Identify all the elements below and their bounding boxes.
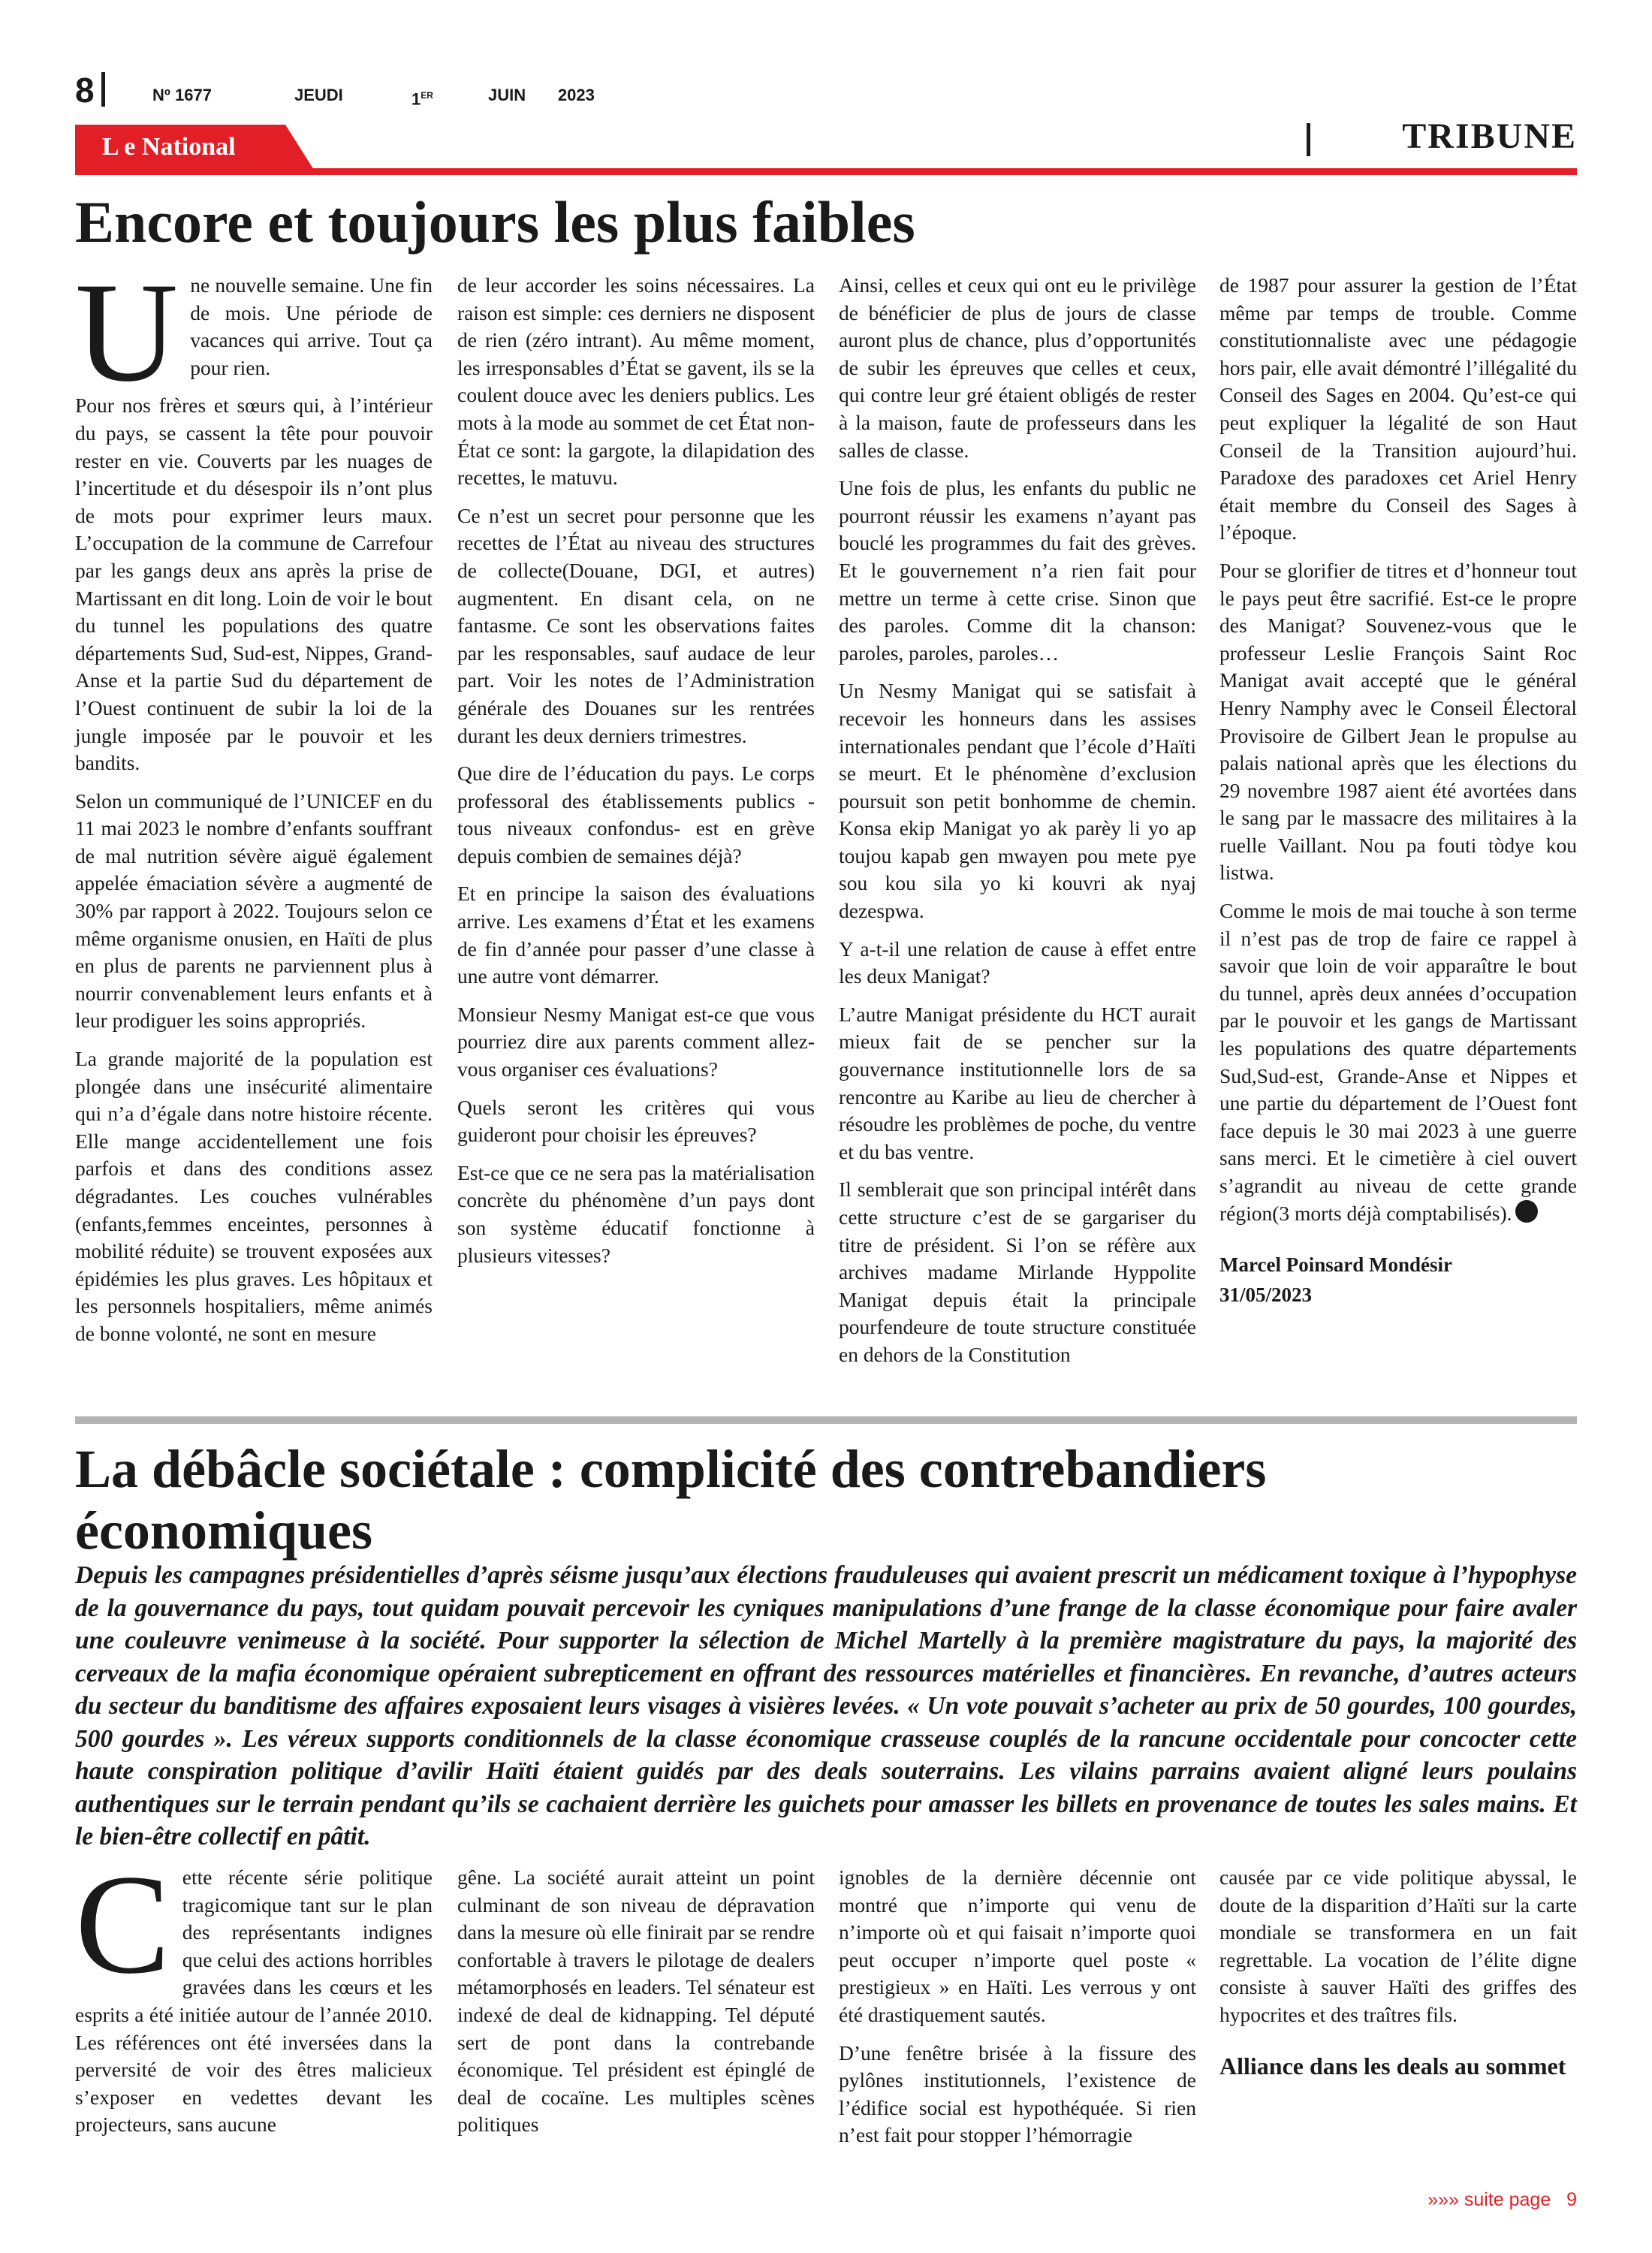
paragraph	[1219, 897, 1577, 1227]
issue-number: Nº 1677	[152, 86, 212, 104]
author-signature	[1219, 1250, 1577, 1310]
paragraph: Ainsi, celles et ceux qui ont eu le privilège de bénéficier de plus de jours de classe auront plus de chance, plus d’opportunités de subir les épreuves que celles et ceux, qui contre leur gré étaient obligés de rester à la maison, faute de professeurs dans les salles de classe.	[839, 273, 1196, 462]
issue-date	[411, 86, 433, 109]
subheading: Alliance dans les deals au sommet	[1219, 2052, 1566, 2080]
author-name: Marcel Poinsard Mondésir	[1219, 1253, 1452, 1277]
paragraph: Y a-t-il une relation de cause à effet entre les deux Manigat?	[839, 936, 1196, 988]
continue-page: 9	[1566, 2189, 1577, 2210]
continue-arrows-icon: »»»	[1427, 2189, 1459, 2210]
intro-paragraph	[75, 254, 433, 412]
article-column-1	[75, 1846, 433, 2172]
article-title: Encore et toujours les plus faibles	[75, 189, 915, 255]
paragraph: Quels seront les critères qui vous guideront pour choisir les épreuves?	[457, 1095, 815, 1147]
drop-cap: U	[75, 254, 179, 412]
article-date: 31/05/2023	[1219, 1283, 1313, 1307]
issue-month	[488, 86, 595, 105]
continued-link[interactable]	[1427, 2188, 1577, 2211]
article-lead: Depuis les campagnes présidentielles d’après séisme jusqu’aux élections frauduleuses qui avaient prescrit un médicament toxique à l’hypophyse de la gouvernance du pays, tout quidam pouvait percevoir les cyniques manipulations d’une frange de la classe économique pour faire avaler une couleuvre venimeuse à la société. Pour supporter la sélection de Michel Martelly à la première magistrature du pays, la majorité des cerveaux de la mafia économique opéraient subrepticement en offrant des ressources matérielles et financières. En revanche, d’autres acteurs du secteur du banditisme des affaires exposaient leurs visages à visières levées. « Un vote pouvait s’acheter au prix de 50 gourdes, 100 gourdes, 500 gourdes ». Les véreux supports conditionnels de la classe économique crasseuse couplés de la rancune occidentale pour concocter cette haute conspiration politique d’avilir Haïti étaient guidés par des deals souterrains. Les vilains parrains avaient aligné leurs poulains authentiques sur le terrain pendant qu’ils se cachaient derrière les guichets pour amasser les billets en provenance de toutes les sales mains. Et le bien-être collectif en pâtit.	[75, 1561, 1577, 1850]
paragraph: gêne. La société aurait atteint un point culminant de son niveau de dépravation dans la mesure où elle finirait par se rendre confortable à travers le pilotage de dealers métamorphosés en leaders. Tel sénateur est indexé de deal de kidnapping. Tel député sert de pont dans la contrebande économique. Tel président est épinglé de deal de cocaïne. Les multiples scènes politiques	[457, 1865, 815, 2137]
article-column-4	[1219, 272, 1577, 1406]
month: JUIN	[488, 86, 526, 104]
section-name: TRIBUNE	[1402, 116, 1577, 156]
issue-day: JEUDI	[294, 86, 343, 104]
paragraph: Ce n’est un secret pour personne que les recettes de l’État au niveau des structures de collecte(Douane, DGI, et autres) augmentent. En disant cela, on ne fantasme. Ce sont les observations faites par les responsables, sauf audace de leur part. Voir les notes de l’Administration générale des Douanes sur les rentrées durant les deux derniers trimestres.	[457, 503, 815, 747]
section-divider	[1307, 123, 1310, 156]
paragraph: Et en principe la saison des évaluations arrive. Les examens d’État et les examens de fin d’année pour passer d’une classe à une autre vont démarrer.	[457, 882, 815, 988]
article-column-2	[457, 272, 815, 1406]
article-title: La débâcle sociétale : complicité des contrebandiers économiques	[75, 1439, 1267, 1561]
paragraph: causée par ce vide politique abyssal, le doute de la disparition d’Haïti sur la carte mondiale se transformera en un fait regrettable. La vocation de l’élite digne consiste à sauver Haïti des griffes des hypocrites et des traîtres fils.	[1219, 1865, 1577, 2026]
article-column-1	[75, 254, 433, 1406]
intro-text: ette récente série politique tragicomique tant sur le plan des représentants indignes que celui des actions horribles gravées dans les cœurs et les esprits a été initiée autour de l’année 2010. Les références ont été inversées dans la perversité de voir des êtres malicieux s’exposer en vedettes devant les projecteurs, sans aucune	[75, 1865, 433, 2137]
article-column-3	[839, 272, 1196, 1406]
paragraph: de 1987 pour assurer la gestion de l’État même par temps de trouble. Comme constitutionnaliste avec une pédagogie hors pair, elle avait démontré l’illégalité du Conseil des Sages en 2004. Qu’est-ce qui peut expliquer la légalité de son Haut Conseil de la Transition aujourd’hui. Paradoxe des paradoxes cet Ariel Henry était membre du Conseil des Sages à l’époque.	[1219, 273, 1577, 544]
paragraph: Pour se glorifier de titres et d’honneur tout le pays peut être sacrifié. Est-ce le propre des Manigat? Souvenez-vous que le professeur Leslie François Saint Roc Manigat avait accepté que le général Henry Namphy avec le Conseil Électoral Provisoire de Gilbert Jean le propulse au palais national après que les élections du 29 novembre 1987 aient été avortées dans le sang par le massacre des militaires à la ruelle Vaillant. Nou pa fouti tòdye kou listwa.	[1219, 558, 1577, 885]
brand-logo: L e National	[102, 133, 236, 161]
paragraph: Selon un communiqué de l’UNICEF en du 11 mai 2023 le nombre d’enfants souffrant de mal nutrition sévère aiguë également appelée émaciation sévère a augmenté de 30% par rapport à 2022. Toujours selon ce même organisme onusien, en Haïti de plus en plus de parents ne parviennent plus à nourrir convenablement leurs enfants et à leur prodiguer les soins appropriés.	[75, 789, 433, 1033]
intro-paragraph	[75, 1846, 433, 2139]
article-column-4	[1219, 1864, 1577, 2172]
paragraph: Est-ce que ce ne sera pas la matérialisation concrète du phénomène d’un pays dont son système éducatif fonctionne à plusieurs vitesses?	[457, 1160, 815, 1267]
paragraph: Pour nos frères et sœurs qui, à l’intérieur du pays, se cassent la tête pour pouvoir rester en vie. Couverts par les nuages de l’incertitude et du désespoir ils n’ont plus de mots pour exprimer leurs maux. L’occupation de la commune de Carrefour par les gangs deux ans après la prise de Martissant en dit long. Loin de voir le bout du tunnel les populations des quatre départements Sud, Sud-est, Nippes, Grand-Anse et la partie Sud du département de l’Ouest continuent de subir la loi de la jungle imposée par le pouvoir et les bandits.	[75, 394, 433, 775]
paragraph: Que dire de l’éducation du pays. Le corps professoral des établissements publics - tous niveaux confondus- est en grève depuis combien de semaines déjà?	[457, 762, 815, 867]
paragraph: La grande majorité de la population est plongée dans une insécurité alimentaire qui n’a d’égale dans notre histoire récente. Elle mange accidentellement une fois parfois et dans des conditions assez dégradantes. Les couches vulnérables (enfants,femmes enceintes, personnes à mobilité réduite) se trouvent exposées aux épidémies les plus graves. Les hôpitaux et les personnels hospitaliers, même animés de bonne volonté, ne sont en mesure	[75, 1047, 433, 1345]
paragraph: Il semblerait que son principal intérêt dans cette structure c’est de se gargariser du titre de président. Si l’on se réfère aux archives madame Mirlande Hyppolite Manigat depuis était la principale pourfendeure de toute structure constituée en dehors de la Constitution	[839, 1178, 1196, 1366]
paragraph: Un Nesmy Manigat qui se satisfait à recevoir les honneurs dans les assises internationales pendant que l’école d’Haïti se meurt. Et le phénomène d’exclusion poursuit son petit bonhomme de chemin. Konsa ekip Manigat yo ak parèy li yo ap toujou kapab gen mwayen pou mete pye sou kou sila yo ki kouvri ak nyaj dezespwa.	[839, 679, 1196, 923]
intro-text: ne nouvelle semaine. Une fin de mois. Une période de vacances qui arrive. Tout ça pour rien.	[190, 273, 433, 379]
article-separator	[75, 1416, 1577, 1424]
date-suffix: ER	[421, 90, 433, 101]
paragraph: ignobles de la dernière décennie ont montré que n’importe qui venu de n’importe où et qui faisait n’importe quoi peut occuper n’importe quel poste « prestigieux » en Haïti. Les verrous y ont été drastiquement sautés.	[839, 1865, 1196, 2026]
header-rule	[75, 168, 1577, 175]
paragraph-text: Comme le mois de mai touche à son terme il n’est pas de trop de faire ce rappel à savoir que loin de voir apparaître le bout du tunnel, après deux années d’occupation par le pouvoir et les gangs de Martissant les populations des quatre départements Sud,Sud-est, Grande-Anse et Nippes et une partie du département de l’Ouest font face depuis le 30 mai 2023 à une guerre sans merci. Et le cimetière à ciel ouvert s’agrandit au niveau de cette grande région(3 morts déjà comptabilisés).	[1219, 899, 1577, 1225]
paragraph: D’une fenêtre brisée à la fissure des pylônes institutionnels, l’existence de l’édifice social est hypothéquée. Si rien n’est fait pour stopper l’hémorragie	[839, 2040, 1196, 2147]
date-number: 1	[411, 89, 421, 109]
continue-label: suite page	[1464, 2189, 1551, 2210]
article-column-2	[457, 1864, 815, 2172]
article-column-3	[839, 1864, 1196, 2172]
page-number: 8	[75, 71, 95, 110]
paragraph: L’autre Manigat présidente du HCT aurait mieux fait de se pencher sur la gouvernance institutionnelle lors de sa rencontre au Karibe au lieu de chercher à résoudre les problèmes de poche, du ventre et du bas ventre.	[839, 1002, 1196, 1163]
divider	[101, 72, 105, 107]
paragraph: Une fois de plus, les enfants du public ne pourront réussir les examens n’ayant pas bouclé les programmes du fait des grèves. Et le gouvernement n’a rien fait pour mettre un terme à cette crise. Sinon que des paroles. Comme dit la chanson: paroles, paroles, paroles…	[839, 476, 1196, 665]
drop-cap: C	[75, 1846, 170, 2004]
paragraph: Monsieur Nesmy Manigat est-ce que vous pourriez dire aux parents comment allez-vous organiser ces évaluations?	[457, 1002, 815, 1081]
paragraph: de leur accorder les soins nécessaires. La raison est simple: ces derniers ne disposent de rien (zéro intrant). Au même moment, les irresponsables d’État se gavent, ils se la coulent douce avec les deniers publics. Les mots à la mode au sommet de cet État non-État ce sont: la gargote, la dilapidation des recettes, le matuvu.	[457, 273, 815, 490]
year: 2023	[557, 86, 595, 104]
end-mark-icon	[1515, 1200, 1538, 1223]
